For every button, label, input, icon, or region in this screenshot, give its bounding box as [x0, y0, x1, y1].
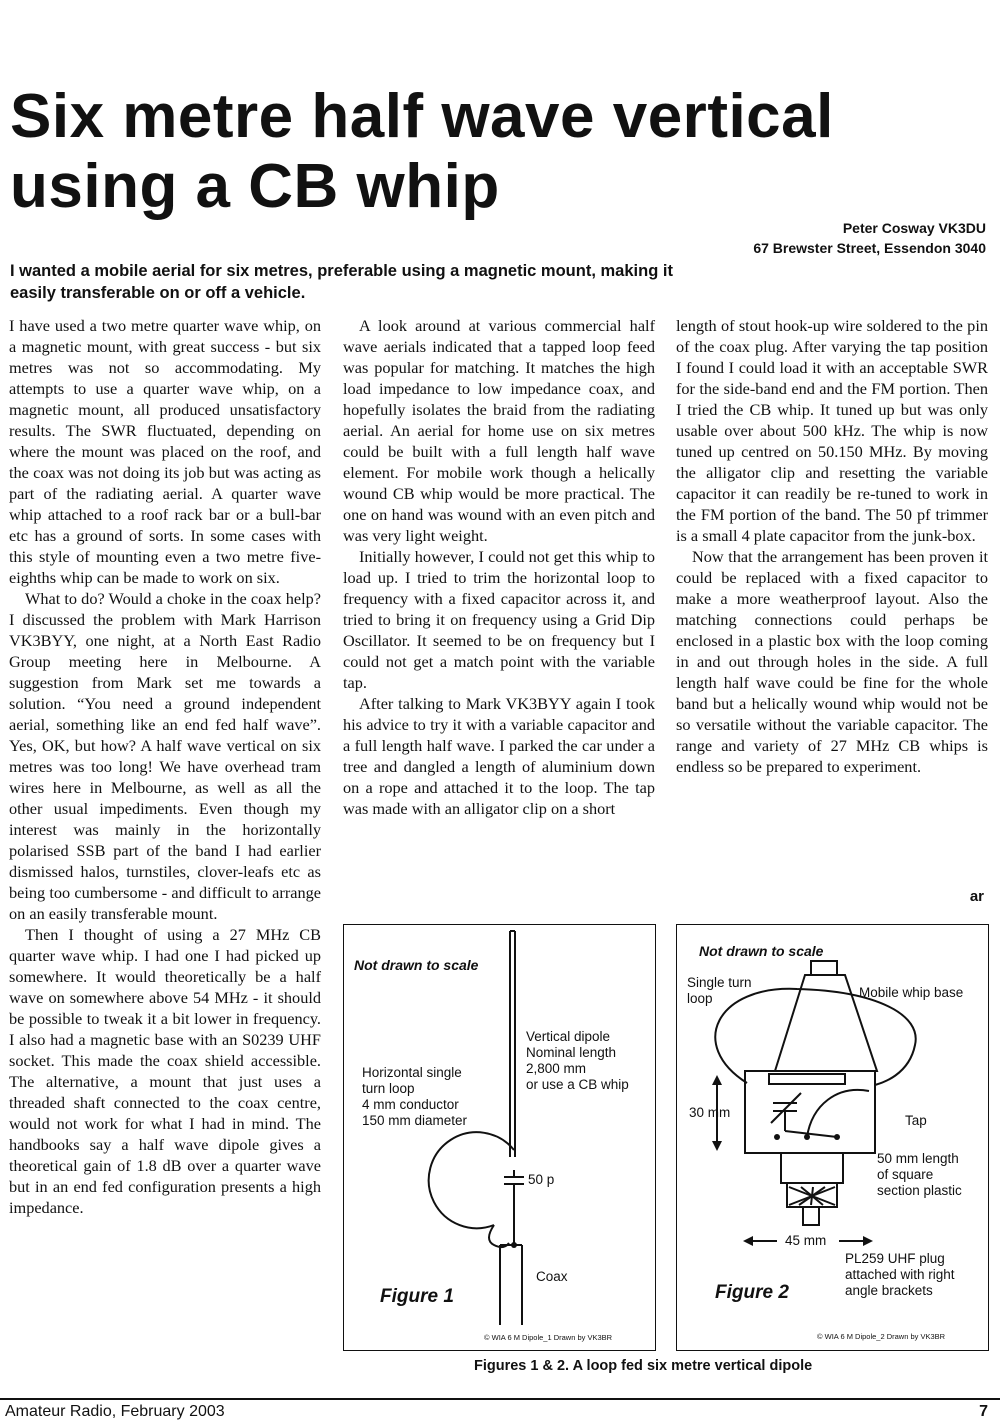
figure-2-base-label: Mobile whip base — [859, 985, 964, 1000]
paragraph: I have used a two metre quarter wave whip, on a magnetic mount, with great success - but six metres was not so accommodating. My attempts to use a quarter wave whip, on a magnetic mount, all produced unsatisfactory results. The SWR fluctuated, depending on where the mount was placed on the roof, and the coax was not doing its job but was acting as part of the radiating aerial. A quarter wave whip attached to a roof rack bar or a bull-bar etc has a ground of sorts. In some cases with this style of mounting even a two metre five-eighths whip can be made to work on six. — [9, 316, 321, 587]
figure-1-scale-note: Not drawn to scale — [354, 957, 479, 973]
figure-1-capacitor-label: 50 p — [528, 1172, 555, 1187]
figure-2-label: Figure 2 — [715, 1282, 789, 1303]
paragraph: After talking to Mark VK3BYY again I took his advice to try it with a variable capacitor and a full length half wave. I parked the car under a tree and dangled a length of aluminium down on a rope and attached it to the loop. The tap was made with an alligator clip on a short — [343, 694, 655, 818]
figure-2-plug-label: PL259 UHF plug attached with right angle brackets — [845, 1251, 955, 1298]
figure-2-box-label: 50 mm length of square section plastic — [877, 1151, 962, 1198]
figure-caption: Figures 1 & 2. A loop fed six metre vertical dipole — [474, 1358, 813, 1374]
text-column-1 — [9, 315, 321, 1218]
paragraph: length of stout hook-up wire soldered to the pin of the coax plug. After varying the tap position I found I could load it with an acceptable SWR for the side-band end and the FM portion. Then I tried the CB whip. It tuned up but was only usable over about 500 kHz. The whip is now tuned up centred on 50.150 MHz. By moving the alligator clip and resetting the variable capacitor it can readily be re-tuned to work in the FM portion of the band. The 50 pf trimmer is a small 4 plate capacitor from the junk-box. — [676, 316, 988, 545]
figure-2-loop-label: Single turn loop — [687, 975, 752, 1006]
figure-1-dipole-label: Vertical dipole Nominal length 2,800 mm or use a CB whip — [526, 1029, 629, 1092]
author-block — [753, 218, 986, 258]
figure-2-credit: © WIA 6 M Dipole_2 Drawn by VK3BR — [817, 1332, 946, 1341]
figure-1 — [343, 924, 656, 1351]
figure-2 — [676, 924, 989, 1351]
figure-2-scale-note: Not drawn to scale — [699, 943, 824, 959]
figure-1-coax-label: Coax — [536, 1269, 568, 1284]
figure-1-label: Figure 1 — [380, 1286, 454, 1307]
paragraph: A look around at various commercial half wave aerials indicated that a tapped loop feed was popular for matching. It matches the high load impedance to low impedance coax, and hopefully isolates the braid from the radiating aerial. An aerial for home use on six metres could be built with a full length half wave element. For mobile work though a helically wound CB whip would be more practical. The one on hand was wound with an even pitch and was very light weight. — [343, 316, 655, 545]
end-mark: ar — [969, 888, 984, 905]
figure-1-loop-label: Horizontal single turn loop 4 mm conductor 150 mm diameter — [362, 1065, 468, 1128]
figure-2-tap-label: Tap — [905, 1113, 927, 1128]
author-name: Peter Cosway VK3DU — [842, 220, 986, 236]
paragraph: What to do? Would a choke in the coax help? I discussed the problem with Mark Harrison VK3BYY, one night, at a North East Radio Group meeting here in Melbourne. A suggestion from Mark set me towards a solution. “You need a ground independent aerial, something like an end fed half wave”. Yes, OK, but how? A half wave vertical on six metres was too long! We have overhead tram wires here in Melbourne, as well as all the other usual impediments. Even though my interest was mainly in the horizontally polarised SSB part of the band I had earlier dismissed halos, turnstiles, clover-leafs etc as being too cumbersome - and difficult to arrange on an easily transferable mount. — [9, 589, 321, 923]
paragraph: Initially however, I could not get this whip to load up. I tried to trim the horizontal loop to frequency with a fixed capacitor across it, and tried to bring it on frequency using a Grid Dip Oscillator. It seemed to be on frequency but I could not get a match point with the variable tap. — [343, 547, 655, 692]
text-column-3 — [676, 315, 988, 777]
article-title: Six metre half wave vertical using a CB whip — [10, 82, 834, 221]
publication-footer: Amateur Radio, February 2003 — [5, 1403, 225, 1420]
paragraph: Then I thought of using a 27 MHz CB quarter wave whip. I had one I had picked up somewhere. It would theoretically be a half wave on somewhere above 54 MHz - it should be possible to tweak it a bit lower in frequency. I also had a magnetic base with an S0239 UHF socket. This made the coax shield accessible. The alternative, a mount that just uses a threaded shaft connected to the coax centre, would not work for what I had in mind. The handbooks say a half wave dipole gives a theoretical gain of 1.8 dB over a quarter wave but in an end fed configuration presents a high impedance. — [9, 925, 321, 1217]
paragraph: Now that the arrangement has been proven it could be replaced with a fixed capacitor to make a more weatherproof layout. Also the matching connections could perhaps be enclosed in a plastic box with the loop coming in and out through holes in the side. A full length half wave could be fine for the whole band but a helically wound whip would not be so versatile without the variable capacitor. The range and variety of 27 MHz CB whips is endless so be prepared to experiment. — [676, 547, 988, 776]
article-lede: I wanted a mobile aerial for six metres, preferable using a magnetic mount, making it easily transferable on or off a vehicle. — [10, 262, 673, 302]
footer-divider — [0, 1398, 1000, 1400]
figure-1-credit: © WIA 6 M Dipole_1 Drawn by VK3BR — [484, 1333, 613, 1342]
page-number: 7 — [979, 1403, 988, 1420]
author-address: 67 Brewster Street, Essendon 3040 — [753, 240, 986, 256]
figure-2-width-label: 45 mm — [785, 1233, 827, 1248]
figure-2-height-label: 30 mm — [689, 1105, 731, 1120]
text-column-2 — [343, 315, 655, 819]
